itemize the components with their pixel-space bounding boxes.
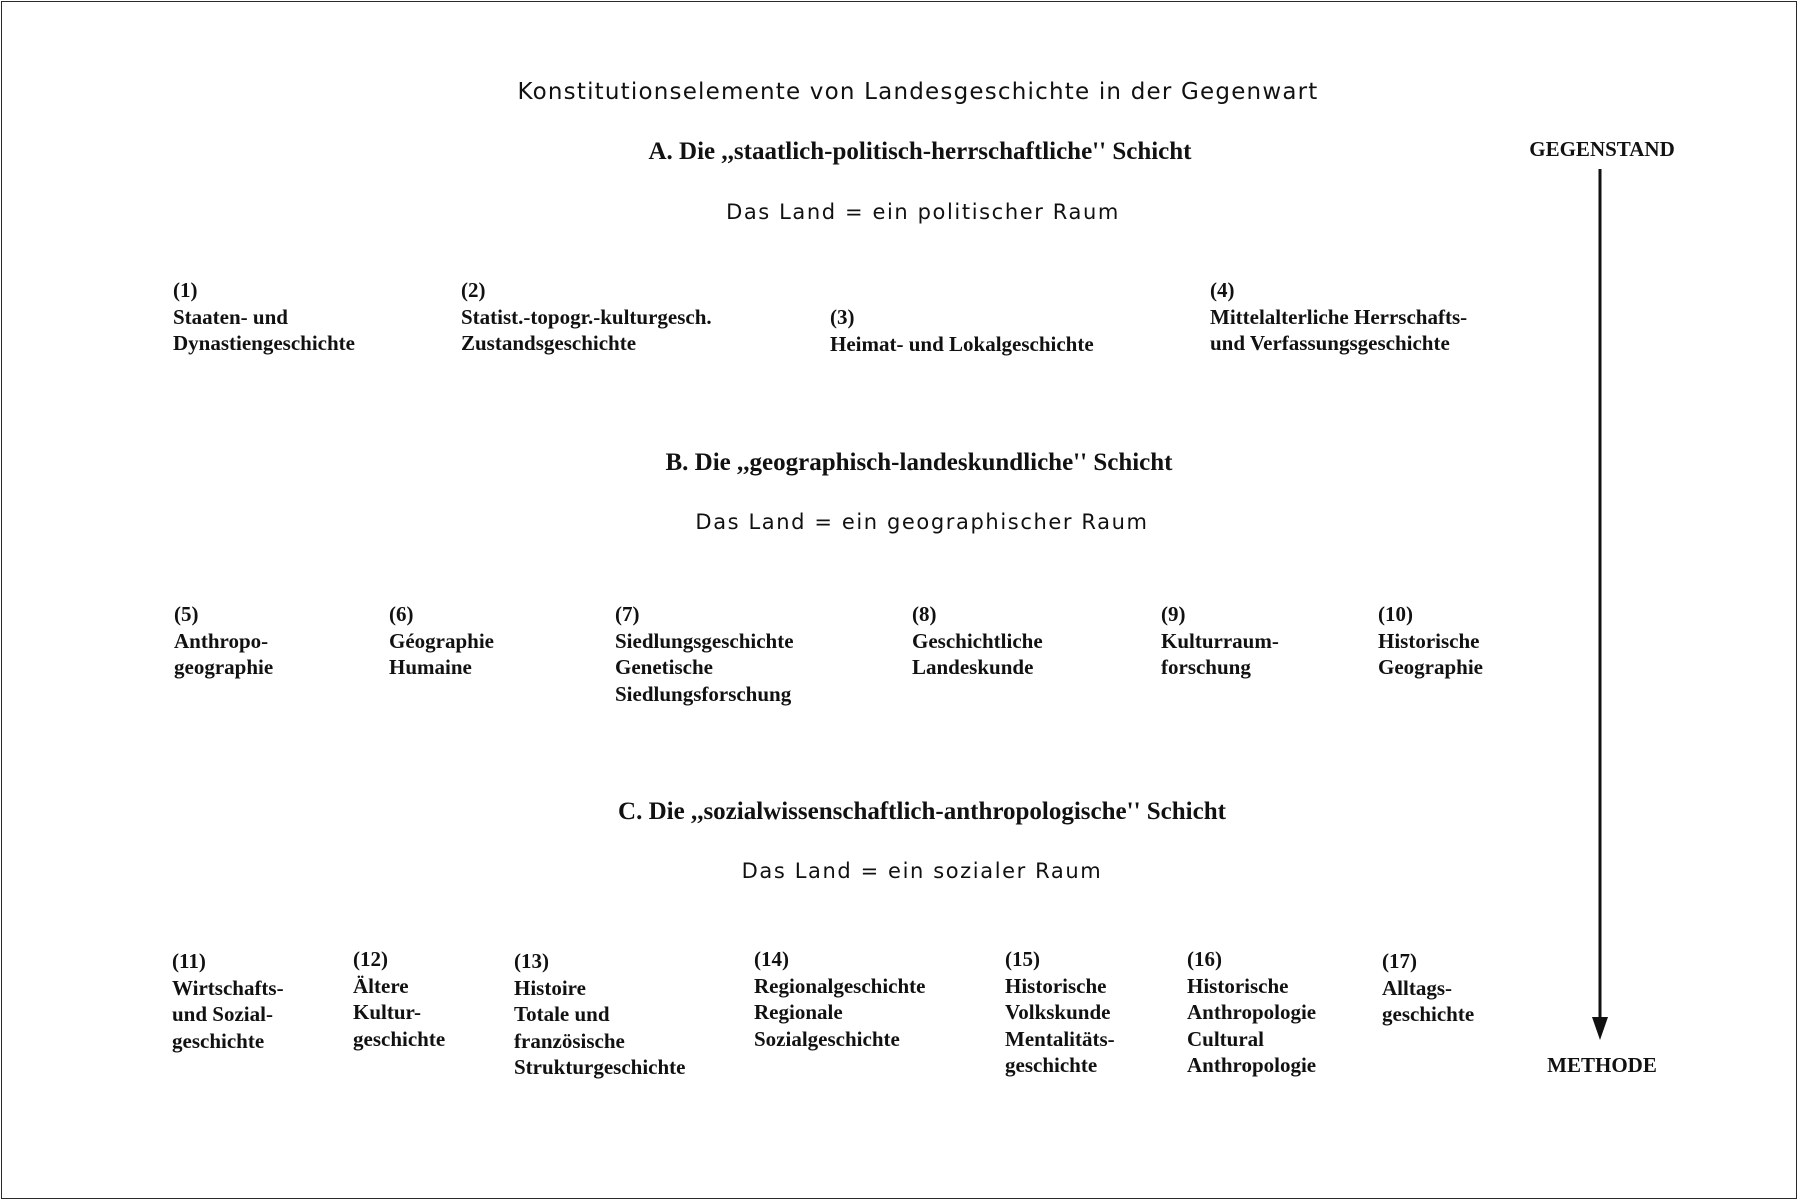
item-number: (6) (389, 602, 414, 626)
item-number: (11) (172, 949, 206, 973)
item-number: (8) (912, 602, 937, 626)
item-number: (7) (615, 602, 640, 626)
item-label-line: Mittelalterliche Herrschafts- (1210, 304, 1468, 329)
item-label-line: und Sozial- (172, 1002, 273, 1026)
item-number: (12) (353, 947, 388, 971)
item-label-line: geschichte (1005, 1053, 1098, 1077)
item-label-line: Historische (1005, 973, 1107, 998)
item-number: (4) (1210, 278, 1235, 302)
item-label-line: geschichte (172, 1028, 265, 1053)
item-label-line: Anthropologie (1187, 1000, 1317, 1024)
item-label-line: Genetische (615, 655, 713, 679)
layer-a-item-2 (461, 277, 712, 357)
item-label-line: Siedlungsforschung (615, 681, 792, 706)
item-label-line: Géographie (389, 628, 494, 653)
item-number: (2) (461, 278, 486, 302)
diagram-title: Konstitutionselemente von Landesgeschichte in der Gegenwart (517, 79, 1319, 105)
item-label-line: Sozialgeschichte (754, 1026, 900, 1051)
layer-a-item-3 (830, 304, 1094, 357)
item-label-line: Ältere (353, 973, 409, 998)
layer-b-item-8 (912, 601, 1043, 681)
item-label-line: Volkskunde (1005, 1000, 1111, 1024)
layer-a-equation: Das Land = ein politischer Raum (726, 200, 1120, 224)
item-label-line: Wirtschafts- (172, 975, 284, 1000)
layer-c-item-16 (1187, 946, 1316, 1079)
item-number: (15) (1005, 947, 1040, 971)
item-label-line: Kultur- (353, 1000, 422, 1024)
item-label-line: Kulturraum- (1161, 628, 1279, 653)
item-number: (17) (1382, 949, 1417, 973)
item-label-line: geschichte (1382, 1002, 1475, 1026)
layer-b-item-7 (615, 601, 794, 707)
item-number: (9) (1161, 602, 1186, 626)
layer-b-item-10 (1378, 601, 1483, 681)
item-label-line: Statist.-topogr.-kulturgesch. (461, 304, 712, 329)
item-label-line: Cultural (1187, 1026, 1265, 1051)
item-label-line: Alltags- (1382, 975, 1452, 1000)
item-label-line: Dynastiengeschichte (173, 331, 355, 355)
layer-b-item-6 (389, 601, 494, 681)
item-number: (5) (174, 602, 199, 626)
layer-a-item-1 (173, 277, 355, 357)
layer-b-equation: Das Land = ein geographischer Raum (695, 510, 1149, 534)
layer-c-item-12 (353, 946, 445, 1052)
item-label-line: Humaine (389, 655, 472, 679)
item-number: (10) (1378, 602, 1413, 626)
item-label-line: geschichte (353, 1026, 446, 1051)
layer-c-item-11 (172, 948, 284, 1054)
item-label-line: forschung (1161, 655, 1251, 679)
item-label-line: Strukturgeschichte (514, 1055, 686, 1079)
item-label-line: Geschichtliche (912, 628, 1043, 653)
item-label-line: Landeskunde (912, 655, 1034, 679)
item-label-line: französische (514, 1028, 625, 1053)
item-number: (16) (1187, 947, 1222, 971)
item-label-line: Regionale (754, 1000, 843, 1024)
item-number: (1) (173, 278, 198, 302)
item-number: (3) (830, 305, 855, 329)
layer-c-item-15 (1005, 946, 1115, 1079)
item-number: (13) (514, 949, 549, 973)
item-number: (14) (754, 947, 789, 971)
item-label-line: Anthropologie (1187, 1053, 1317, 1077)
layer-a-item-4 (1210, 277, 1467, 357)
layer-c-equation: Das Land = ein sozialer Raum (741, 859, 1103, 883)
item-label-line: Staaten- und (173, 304, 288, 329)
axis-label-bottom: METHODE (1547, 1053, 1657, 1077)
layer-a-heading: A. Die ,,staatlich-politisch-herrschaftliche'' Schicht (648, 138, 1192, 165)
item-label-line: Mentalitäts- (1005, 1026, 1115, 1051)
item-label-line: Anthropo- (174, 628, 269, 653)
axis-label-top: GEGENSTAND (1529, 137, 1675, 161)
item-label-line: und Verfassungsgeschichte (1210, 331, 1450, 355)
layer-b-item-5 (174, 601, 273, 681)
layer-c-item-13 (514, 948, 686, 1081)
item-label-line: Siedlungsgeschichte (615, 628, 794, 653)
item-label-line: Totale und (514, 1002, 610, 1026)
layer-b-heading: B. Die ,,geographisch-landeskundliche'' Schicht (665, 449, 1173, 476)
item-label-line: Heimat- und Lokalgeschichte (830, 331, 1094, 356)
item-label-line: geographie (174, 655, 274, 679)
arrow-down-icon (1580, 165, 1620, 1045)
layer-c-heading: C. Die ,,sozialwissenschaftlich-anthropologische'' Schicht (618, 798, 1226, 825)
item-label-line: Zustandsgeschichte (461, 331, 637, 355)
item-label-line: Regionalgeschichte (754, 973, 926, 998)
item-label-line: Histoire (514, 975, 586, 1000)
item-label-line: Historische (1378, 628, 1480, 653)
item-label-line: Geographie (1378, 655, 1483, 679)
layer-b-item-9 (1161, 601, 1279, 681)
layer-c-item-14 (754, 946, 925, 1052)
layer-c-item-17 (1382, 948, 1474, 1028)
item-label-line: Historische (1187, 973, 1289, 998)
